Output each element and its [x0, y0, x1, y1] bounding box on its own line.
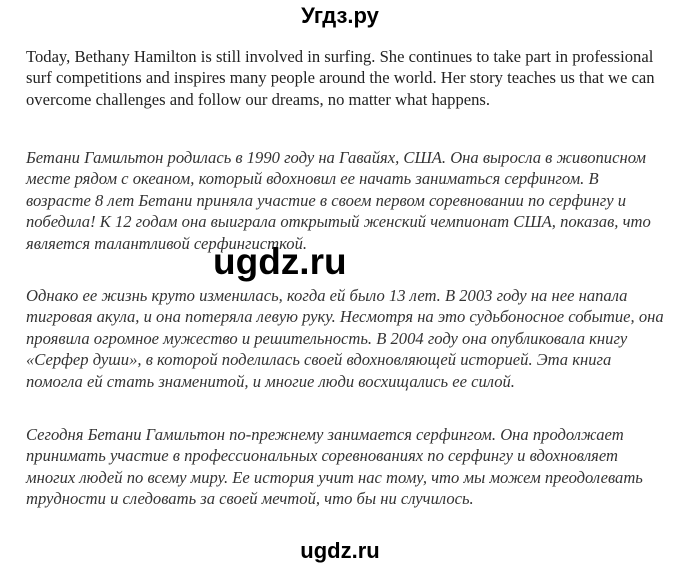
russian-paragraph-3: Сегодня Бетани Гамильтон по-прежнему занимается серфингом. Она продолжает принимать участие в профессиональных соревнованиях по серфингу и вдохновляет многих людей по всему миру. Ее история учит нас тому, что мы можем преодолевать трудности и следовать за своей мечтой, что бы ни случилось.: [26, 425, 643, 509]
watermark-bottom: ugdz.ru: [300, 538, 380, 563]
watermark-middle: ugdz.ru: [213, 241, 347, 282]
site-title: Угдз.ру: [301, 3, 379, 28]
english-paragraph: Today, Bethany Hamilton is still involved in surfing. She continues to take part in professional surf competitions and inspires many people around the world. Her story teaches us that we can overcome challenges and follow our dreams, no matter what happens.: [26, 47, 655, 109]
russian-paragraph-1: Бетани Гамильтон родилась в 1990 году на Гавайях, США. Она выросла в живописном месте рядом с океаном, который вдохновил ее начать заниматься серфингом. В возрасте 8 лет Бетани приняла участие в своем первом соревновании по серфингу и победила! К 12 годам она выиграла открытый женский чемпионат США, показав, что является талантливой серфингисткой.: [26, 148, 651, 253]
russian-paragraph-2: Однако ее жизнь круто изменилась, когда ей было 13 лет. В 2003 году на нее напала тигровая акула, и она потеряла левую руку. Несмотря на это судьбоносное событие, она проявила огромное мужество и решительность. В 2004 году она опубликовала книгу «Серфер души», в которой поделилась своей вдохновляющей историей. Эта книга помогла ей стать знаменитой, и многие люди восхищались ее силой.: [26, 286, 664, 391]
